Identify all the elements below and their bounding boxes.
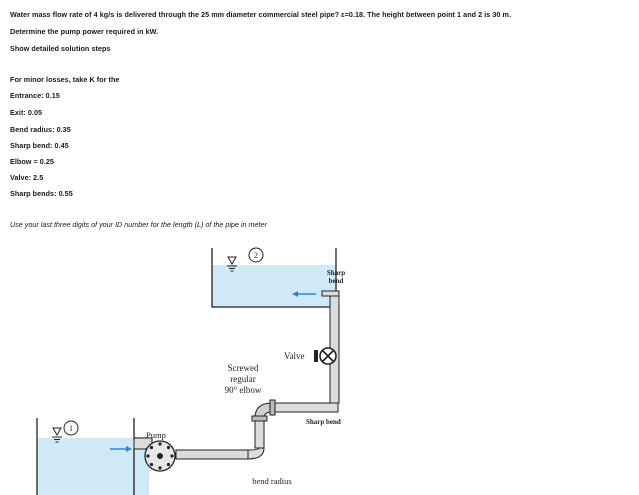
point-2-label: 2 — [254, 251, 258, 260]
sharp-bend-top-label-2: bend — [328, 277, 344, 285]
loss-item-exit: Exit: 0.05 — [10, 108, 43, 117]
loss-item-elbow: Elbow = 0.25 — [10, 157, 54, 166]
loss-item-sharp-bend: Sharp bend: 0.45 — [10, 141, 69, 150]
loss-item-sharp-bends: Sharp bends: 0.55 — [10, 189, 73, 198]
point-1-marker — [64, 421, 78, 435]
minor-losses-heading: For minor losses, take K for the — [10, 75, 120, 84]
screwed-elbow — [252, 400, 275, 421]
loss-item-entrance: Entrance: 0.15 — [10, 91, 60, 100]
valve-icon — [314, 348, 336, 364]
pump-label: Pump — [146, 430, 166, 440]
elbow-label-2: regular — [230, 374, 256, 384]
problem-line-3: Show detailed solution steps — [10, 44, 111, 53]
bend-radius-label: bend radius — [252, 476, 292, 486]
pump-icon — [145, 441, 175, 471]
loss-item-valve: Valve: 2.5 — [10, 173, 44, 182]
elbow-label-1: Screwed — [227, 363, 259, 373]
sharp-bend-right-label: Sharp bend — [306, 418, 341, 426]
point-2-marker — [249, 248, 263, 262]
loss-item-bend-radius: Bend radius: 0.35 — [10, 125, 71, 134]
problem-line-1: Water mass flow rate of 4 kg/s is delivered through the 25 mm diameter commercial steel pipe? ε=0.18. The height between point 1 and 2 is 30 m. — [10, 10, 511, 19]
bend-radius-pipe — [248, 448, 264, 459]
sharp-bend-top-label-1: Sharp — [326, 269, 346, 277]
problem-line-2: Determine the pump power required in kW. — [10, 27, 159, 36]
length-instruction: Use your last three digits of your ID number for the length (L) of the pipe in meter — [10, 220, 267, 229]
elbow-label-3: 90° elbow — [224, 385, 262, 395]
valve-label: Valve — [284, 351, 305, 361]
point-1-label: 1 — [69, 424, 73, 433]
